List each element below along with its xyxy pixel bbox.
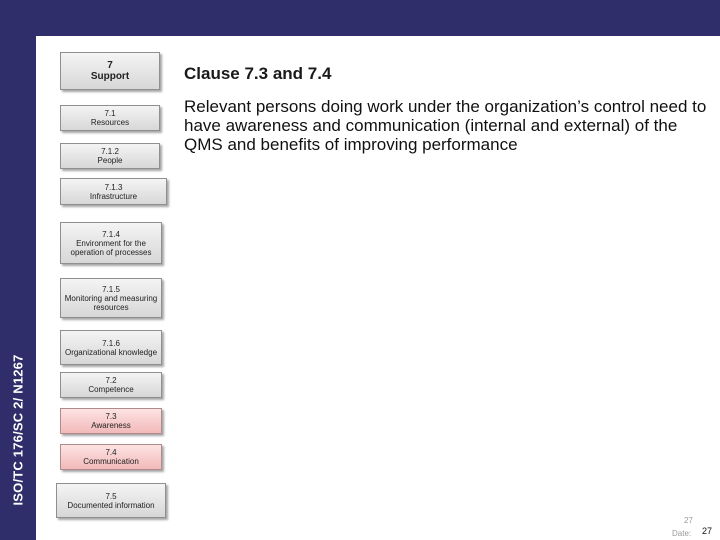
slide-title: Clause 7.3 and 7.4 xyxy=(184,64,332,83)
box-name: Organizational knowledge xyxy=(64,347,158,357)
slide-body: Relevant persons doing work under the organization’s control need to have awareness and communication (internal and external) of the QMS and benefits of improving performance xyxy=(184,97,707,154)
box-number: 7.1.4 xyxy=(102,229,120,239)
support-box xyxy=(60,52,160,90)
box-name: Infrastructure xyxy=(89,191,138,201)
documented-info-box xyxy=(56,483,166,518)
footer-page-number: 27 xyxy=(702,526,713,536)
box-number: 7 xyxy=(107,60,113,71)
footer-date-label: Date: xyxy=(672,529,692,538)
box-name: People xyxy=(97,156,123,165)
box-name: Monitoring and measuring resources xyxy=(64,293,158,312)
competence-box xyxy=(60,372,162,398)
box-number: 7.4 xyxy=(105,448,117,457)
monitoring-box xyxy=(60,278,162,318)
people-box xyxy=(60,143,160,169)
box-number: 7.1 xyxy=(104,109,116,118)
box-name: Awareness xyxy=(91,421,131,430)
sidebar-bar xyxy=(0,0,36,540)
environment-box xyxy=(60,222,162,264)
box-name: Communication xyxy=(83,457,139,466)
box-number: 7.3 xyxy=(105,412,117,421)
box-number: 7.5 xyxy=(105,491,117,501)
infrastructure-box xyxy=(60,178,167,205)
document-reference: ISO/TC 176/SC 2/ N1267 xyxy=(10,354,26,506)
box-name: Support xyxy=(90,71,130,82)
awareness-box xyxy=(60,408,162,434)
box-name: Environment for the operation of processes xyxy=(70,238,152,257)
box-name: Documented information xyxy=(67,500,155,510)
box-number: 7.1.2 xyxy=(101,147,119,156)
header-bar xyxy=(0,0,720,36)
communication-box xyxy=(60,444,162,470)
resources-box xyxy=(60,105,160,131)
box-number: 7.1.5 xyxy=(102,284,120,294)
box-number: 7.2 xyxy=(105,376,117,385)
box-number: 7.1.6 xyxy=(102,338,120,348)
box-name: Resources xyxy=(90,118,130,127)
footer-page-small: 27 xyxy=(684,516,693,525)
knowledge-box xyxy=(60,330,162,365)
box-number: 7.1.3 xyxy=(104,182,123,192)
box-name: Competence xyxy=(88,385,134,394)
